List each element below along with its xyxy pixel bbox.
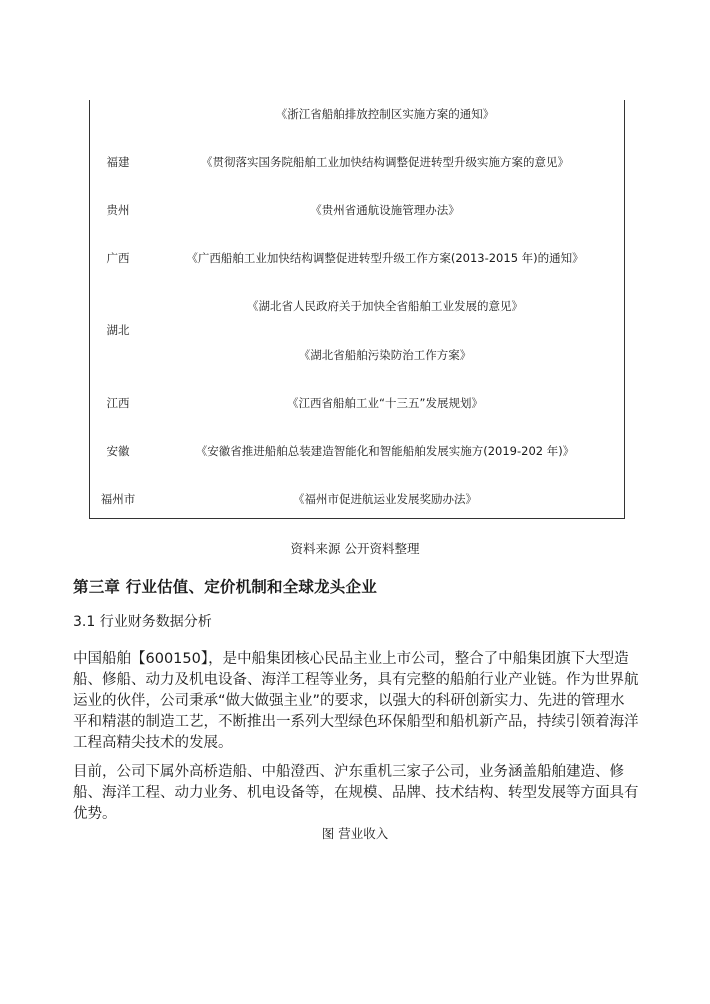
chapter-title: 第三章 行业估值、定价机制和全球龙头企业 — [73, 578, 377, 596]
table-cell-province: 福建 — [106, 155, 130, 169]
table-cell-document: 《湖北省船舶污染防治工作方案》 — [298, 348, 472, 362]
table-cell-document: 《广西船舶工业加快结构调整促进转型升级工作方案(2013-2015 年)的通知》 — [186, 251, 584, 265]
table-cell-province: 福州市 — [100, 492, 136, 506]
paragraph-line: 运业的伙伴，公司秉承“做大做强主业”的要求，以强大的科研创新实力、先进的管理水 — [73, 693, 625, 709]
table-cell-document: 《贯彻落实国务院船舶工业加快结构调整促进转型升级实施方案的意见》 — [201, 155, 569, 169]
table-cell-document: 《贵州省通航设施管理办法》 — [310, 203, 460, 217]
table-cell-province: 贵州 — [106, 203, 130, 217]
section-title: 3.1 行业财务数据分析 — [73, 614, 212, 630]
figure-caption: 图 营业收入 — [321, 826, 389, 841]
table-source-caption: 资料来源 公开资料整理 — [290, 541, 420, 556]
paragraph-company-intro — [73, 649, 643, 754]
paragraph-line: 船、海洋工程、动力业务、机电设备等，在规模、品牌、技术结构、转型发展等方面具有 — [73, 785, 639, 801]
paragraph-line: 优势。 — [73, 806, 117, 822]
paragraph-line: 工程高精尖技术的发展。 — [73, 735, 233, 751]
paragraph-subsidiaries — [73, 762, 643, 825]
policy-table — [89, 100, 625, 519]
table-cell-province: 湖北 — [106, 323, 130, 337]
paragraph-line: 平和精湛的制造工艺，不断推出一系列大型绿色环保船型和船机新产品，持续引领着海洋 — [73, 714, 639, 730]
table-cell-document: 《安徽省推进船舶总装建造智能化和智能船舶发展实施方(2019-202 年)》 — [195, 444, 575, 458]
table-cell-document: 《江西省船舶工业“十三五”发展规划》 — [287, 396, 483, 410]
table-cell-document: 《浙江省船舶排放控制区实施方案的通知》 — [275, 107, 495, 121]
paragraph-line: 中国船舶【600150】，是中船集团核心民品主业上市公司，整合了中船集团旗下大型造 — [73, 651, 629, 667]
table-cell-document: 《湖北省人民政府关于加快全省船舶工业发展的意见》 — [247, 299, 523, 313]
table-cell-province: 广西 — [106, 251, 130, 265]
table-cell-province: 江西 — [106, 396, 130, 410]
paragraph-line: 目前，公司下属外高桥造船、中船澄西、沪东重机三家子公司，业务涵盖船舶建造、修 — [73, 764, 624, 780]
table-cell-province: 安徽 — [106, 444, 130, 458]
paragraph-line: 船、修船、动力及机电设备、海洋工程等业务，具有完整的船舶行业产业链。作为世界航 — [73, 672, 639, 688]
table-cell-document: 《福州市促进航运业发展奖励办法》 — [293, 492, 477, 506]
